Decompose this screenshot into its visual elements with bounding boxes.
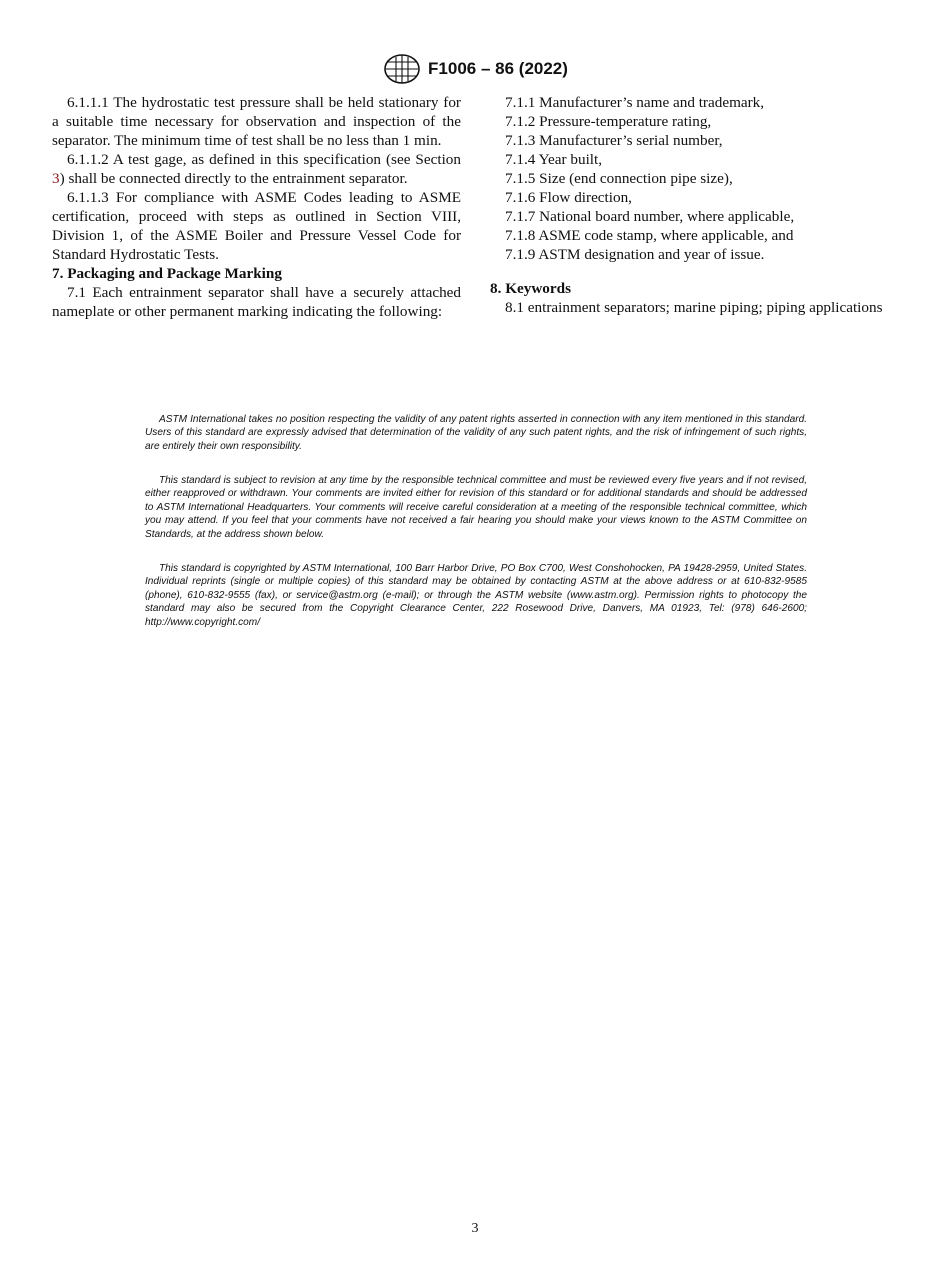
paragraph-6-1-1-1: 6.1.1.1 The hydrostatic test pressure shall be held stationary for a suitable time necessary for observation and inspection of the separator. The minimum time of test shall be no less than 1 min. (52, 94, 461, 149)
patent-notice-text: ASTM International takes no position respecting the validity of any patent rights asserted in connection with any item mentioned in this standard. Users of this standard are expressly advised that determination of the validity of any such patent rights, and the risk of infringement of such rights, are entirely their own responsibility. (145, 414, 807, 452)
right-column (490, 93, 900, 317)
list-item-7-1-6: 7.1.6 Flow direction, (505, 189, 632, 206)
section-7-heading: 7. Packaging and Package Marking (52, 265, 282, 282)
list-item-7-1-8: 7.1.8 ASME code stamp, where applicable, and (505, 227, 794, 244)
list-item-7-1-4: 7.1.4 Year built, (505, 151, 603, 168)
standard-designation: F1006 – 86 (2022) (428, 59, 568, 78)
list-item-7-1-5: 7.1.5 Size (end connection pipe size), (505, 170, 733, 187)
paragraph-7-1: 7.1 Each entrainment separator shall have a securely attached nameplate or other permanent marking indicating the following: (52, 284, 461, 320)
page-header (0, 52, 950, 86)
patent-notice (145, 413, 807, 453)
paragraph-6-1-1-2-text-b: ) shall be connected directly to the entrainment separator. (59, 170, 408, 187)
copyright-notice (145, 562, 807, 629)
list-item-7-1-7: 7.1.7 National board number, where applicable, (505, 208, 795, 225)
paragraph-6-1-1-3: 6.1.1.3 For compliance with ASME Codes leading to ASME certification, proceed with steps as outlined in Section VIII, Division 1, of the ASME Boiler and Pressure Vessel Code for Standard Hydrostatic Tests. (52, 189, 461, 263)
section-8-heading: 8. Keywords (490, 280, 571, 297)
list-item-7-1-2: 7.1.2 Pressure-temperature rating, (505, 113, 712, 130)
paragraph-6-1-1-2-text-a: 6.1.1.2 A test gage, as defined in this specification (see Section (67, 151, 461, 168)
left-column (52, 93, 461, 321)
list-item-7-1-1: 7.1.1 Manufacturer’s name and trademark, (505, 94, 765, 111)
page-number: 3 (471, 1221, 479, 1236)
paragraph-8-1: 8.1 entrainment separators; marine piping; piping applications (505, 299, 883, 316)
paragraph-6-1-1-2 (52, 150, 461, 188)
copyright-notice-text: This standard is copyrighted by ASTM International, 100 Barr Harbor Drive, PO Box C700, West Conshohocken, PA 19428-2959, United States. Individual reprints (single or multiple copies) of this standard may be obtained by contacting ASTM at the above address or at 610-832-9585 (phone), 610-832-9555 (fax), or service@astm.org (e-mail); or through the ASTM website (www.astm.org). Permission rights to photocopy the standard may also be secured from the Copyright Clearance Center, 222 Rosewood Drive, Danvers, MA 01923, Tel: (978) 646-2600; http://www.copyright.com/ (145, 563, 807, 628)
revision-notice (145, 474, 807, 541)
astm-logo-icon (382, 53, 422, 85)
list-item-7-1-3: 7.1.3 Manufacturer’s serial number, (505, 132, 723, 149)
list-item-7-1-9: 7.1.9 ASTM designation and year of issue. (505, 246, 765, 263)
section-3-link[interactable]: 3 (52, 170, 60, 187)
revision-notice-text: This standard is subject to revision at any time by the responsible technical committee and must be reviewed every five years and if not revised, either reapproved or withdrawn. Your comments are invited either for revision of this standard or for additional standards and should be addressed to ASTM International Headquarters. Your comments will receive careful consideration at a meeting of the responsible technical committee, which you may attend. If you feel that your comments have not received a fair hearing you should make your views known to the ASTM Committee on Standards, at the address shown below. (145, 475, 807, 540)
